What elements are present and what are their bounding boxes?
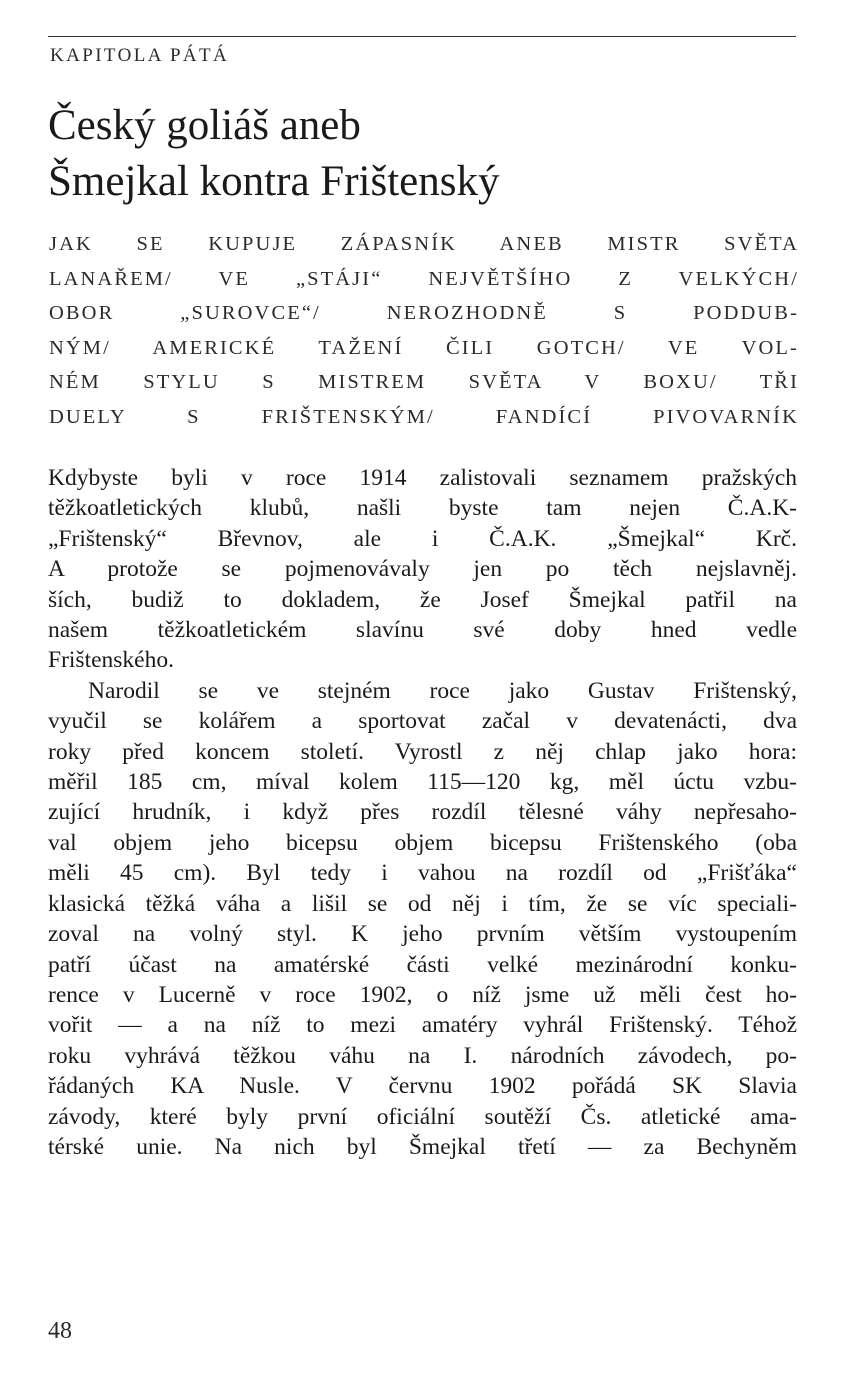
text-line: ších, budiž to dokladem, že Josef Šmejkal patřil na xyxy=(48,586,797,613)
text-line: „Frištenský“ Břevnov, ale i Č.A.K. „Šmejkal“ Krč. xyxy=(48,525,797,552)
text-line: roky před koncem století. Vyrostl z něj chlap jako hora: xyxy=(48,738,797,765)
body-text xyxy=(48,463,797,1162)
text-line: térské unie. Na nich byl Šmejkal třetí — za Bechyněm xyxy=(48,1133,797,1160)
title-line: Český goliáš aneb xyxy=(48,102,361,149)
text-line: A protože se pojmenovávaly jen po těch nejslavněj. xyxy=(48,556,797,583)
paragraph-2 xyxy=(48,676,797,1163)
text-line: klasická těžká váha a lišil se od něj i tím, že se víc speciali- xyxy=(48,890,797,917)
text-line: roku vyhrává těžkou váhu na I. národních závodech, po- xyxy=(48,1042,797,1069)
text-line: Kdybyste byli v roce 1914 zalistovali seznamem pražských xyxy=(48,465,797,491)
summary-line: JAK SE KUPUJE ZÁPASNÍK ANEB MISTR SVĚTA xyxy=(49,233,799,255)
text-line: Frištenského. xyxy=(48,647,174,674)
text-line: rence v Lucerně v roce 1902, o níž jsme už měli čest ho- xyxy=(48,981,797,1008)
page-number: 48 xyxy=(48,1318,72,1344)
text-line: patří účast na amatérské části velké mezinárodní konku- xyxy=(48,951,797,978)
text-line: našem těžkoatletickém slavínu své doby hned vedle xyxy=(48,617,797,644)
summary-line: OBOR „SUROVCE“/ NEROZHODNĚ S PODDUB- xyxy=(49,302,799,324)
summary-line: NÝM/ AMERICKÉ TAŽENÍ ČILI GOTCH/ VE VOL- xyxy=(49,336,799,359)
summary-line: LANAŘEM/ VE „STÁJI“ NEJVĚTŠÍHO Z VELKÝCH/ xyxy=(49,267,799,290)
text-line: Narodil se ve stejném roce jako Gustav Frištenský, xyxy=(88,677,797,704)
text-line: řádaných KA Nusle. V červnu 1902 pořádá SK Slavia xyxy=(48,1073,797,1100)
title-line: Šmejkal kontra Frištenský xyxy=(48,158,500,205)
chapter-label: KAPITOLA PÁTÁ xyxy=(50,45,230,66)
text-line: vyučil se kolářem a sportovat začal v devatenácti, dva xyxy=(48,708,797,735)
header-rule xyxy=(48,36,796,37)
paragraph-1 xyxy=(48,463,797,676)
text-line: měli 45 cm). Byl tedy i vahou na rozdíl od „Frišťáka“ xyxy=(48,860,797,887)
text-line: zoval na volný styl. K jeho prvním větším vystoupením xyxy=(48,921,797,948)
summary-line: DUELY S FRIŠTENSKÝM/ FANDÍCÍ PIVOVARNÍK xyxy=(49,405,799,428)
text-line: vořit — a na níž to mezi amatéry vyhrál Frištenský. Téhož xyxy=(48,1012,797,1039)
text-line: těžkoatletických klubů, našli byste tam nejen Č.A.K- xyxy=(48,495,797,522)
chapter-title xyxy=(48,98,808,210)
chapter-summary xyxy=(49,227,799,434)
summary-line: NÉM STYLU S MISTREM SVĚTA V BOXU/ TŘI xyxy=(49,371,799,393)
text-line: měřil 185 cm, míval kolem 115—120 kg, měl úctu vzbu- xyxy=(48,769,797,796)
text-line: val objem jeho bicepsu objem bicepsu Frištenského (oba xyxy=(48,829,797,856)
text-line: závody, které byly první oficiální soutěží Čs. atletické ama- xyxy=(48,1103,797,1130)
text-line: zující hrudník, i když přes rozdíl tělesné váhy nepřesaho- xyxy=(48,799,797,826)
